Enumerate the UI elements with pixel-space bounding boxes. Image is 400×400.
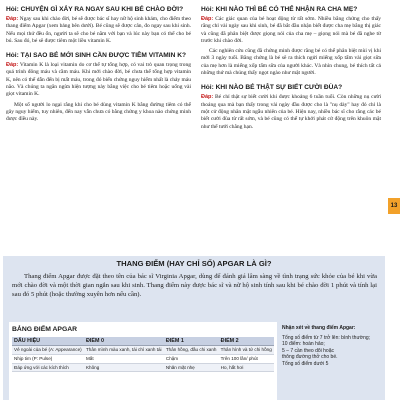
- question-label: Hỏi:: [201, 6, 214, 13]
- side-note-title: Nhận xét về thang điểm Apgar:: [282, 325, 356, 331]
- answer-label: Đáp:: [6, 62, 19, 69]
- table-cell: Mất: [84, 354, 164, 363]
- question-heading: [6, 52, 191, 60]
- body-paragraph: Các nghiên cứu cũng đã chứng minh được rằng bé có thể phân biệt mùi vị khi mới 3 ngày tuổi. Bằng chứng là bé sẽ ra thích ngửi miếng xốp tẩm vài giọt sữa của mẹ hơn là miếng xốp tẩm sữa của người khác. Và nhìn chung, bé thích tất cả những thứ mà chúng thấy ngọt ngào như mật người.: [201, 48, 381, 77]
- table-cell: Nhịp tim (P: Pulse): [12, 354, 84, 363]
- answer-text: Bé chỉ thật sự biết cười khi được khoảng 6 tuần tuổi. Còn những nụ cười thoáng qua mà bạn thấy trong vài ngày đầu được cho là "nụ dày" hay đó chỉ là một cử động nhăn mặt ngẫu nhiên của bé. Hiện nay, nhiều bác sĩ cho rằng các bé biết cười đùa từ rất sớm, và bé cũng có thể tự khởi phát cử động trên khuôn mặt như thể tưới chẳng hạn.: [201, 94, 381, 130]
- apgar-table-title: BẢNG ĐIỂM APGAR: [12, 326, 78, 333]
- header-cell: ĐIỂM 2: [219, 337, 274, 346]
- question-text: KHI NÀO BÉ THẬT SỰ BIẾT CƯỜI ĐÙA?: [215, 84, 343, 92]
- apgar-table-header: [12, 337, 274, 346]
- question-label: Hỏi:: [201, 84, 214, 92]
- answer-paragraph: [6, 16, 191, 45]
- page-number-tab: 13: [388, 198, 400, 214]
- right-column: [201, 6, 381, 134]
- apgar-side-note: [282, 325, 382, 368]
- apgar-table-box: [9, 322, 277, 400]
- header-cell: ĐIỂM 0: [84, 337, 164, 346]
- table-row: [12, 363, 274, 372]
- table-cell: Chậm: [164, 354, 219, 363]
- answer-paragraph: [6, 62, 191, 98]
- side-note-line: Tổng số điểm từ 7 trở lên: bình thường;: [282, 334, 371, 341]
- table-cell: Thân hồng, đầu chi xanh: [164, 346, 219, 355]
- left-column: [6, 6, 191, 127]
- apgar-table: [12, 337, 274, 372]
- table-cell: Trên 100 lần/ phút: [219, 354, 274, 363]
- table-cell: Vẻ ngoài của bé (A: Appearance): [12, 346, 84, 355]
- header-cell: DẤU HIỆU: [12, 337, 84, 346]
- side-note-line: Tổng số điểm dưới 5: [282, 360, 329, 367]
- side-note-line: thông đường thở cho bé.: [282, 354, 338, 361]
- answer-label: Đáp:: [201, 16, 214, 22]
- header-cell: ĐIỂM 1: [164, 337, 219, 346]
- table-cell: Thân mình màu xanh, tái chì xanh tái: [84, 346, 164, 355]
- answer-label: Đáp:: [6, 16, 19, 22]
- body-paragraph: Một số người lo ngại rằng khi cho bé dùng vitamin K bằng đường tiêm có thể gây nguy hiểm, tuy nhiên, đến nay vẫn chưa có bằng chứng y khoa nào chứng minh được điều này.: [6, 101, 191, 123]
- answer-paragraph: [201, 94, 381, 130]
- side-note-line: 10 điểm: hoàn hảo;: [282, 341, 325, 348]
- answer-paragraph: [201, 16, 381, 45]
- question-label: Hỏi:: [6, 52, 19, 60]
- apgar-intro: Thang điểm Apgar được đặt theo tên của bác sĩ Virginia Apgar, dùng để đánh giá lâm sàng về tình trạng sức khỏe của bé khi vừa mới chào đời và một thời gian ngắn sau khi sinh. Thang điểm này được bác sĩ và nữ hộ sinh tính sau khi bé chào đời 1 phút và tính lại sau đó 5 phút (hoặc thường xuyên hơn nếu cần).: [12, 273, 377, 298]
- side-note-line: 5 – 7 cần theo dõi hoặc: [282, 347, 334, 354]
- answer-text: Vitamin K là loại vitamin do cơ thể tự tổng hợp, có vai trò quan trọng trong quá trình đông máu và cầm máu. Khi mới chào đời, bé chưa thể tổng hợp vitamin K, nên có thể dẫn đến bị mất máu, trong đó biến chứng nguy hiểm nhất là chảy máu não. Và chúng ta ngăn ngừa hiện tượng này bằng việc cho bé tiêm hoặc uống vài giọt vitamin K.: [6, 62, 191, 98]
- question-text: KHI NÀO THÌ BÉ CÓ THỂ NHẬN RA CHA MẸ?: [215, 6, 358, 13]
- table-cell: Nhăn mặt nhẹ: [164, 363, 219, 372]
- question-label: Hỏi:: [6, 6, 19, 13]
- question-text: TẠI SAO BÉ MỚI SINH CẦN ĐƯỢC TIÊM VITAMIN K?: [20, 52, 186, 60]
- answer-text: Các giác quan của bé hoạt động từ rất sớm. Nhiều bằng chứng cho thấy rằng chỉ vài ngày sau khi sinh, bé đã bắt đầu nhận biết được cha mẹ bằng thị giác và cũng đã phân biệt được giọng nói của cha mẹ – giọng nói mà bé đã nghe từ trước khi chào đời.: [201, 16, 382, 44]
- table-cell: Ho, hắt hơi: [219, 363, 274, 372]
- apgar-title: THANG ĐIỂM (HAY CHỈ SỐ) APGAR LÀ GÌ?: [116, 259, 272, 268]
- question-heading: [201, 6, 381, 14]
- question-text: CHUYỆN GÌ XẢY RA NGAY SAU KHI BÉ CHÀO ĐỜI?: [20, 6, 184, 13]
- table-row: [12, 346, 274, 355]
- answer-label: Đáp:: [201, 94, 214, 101]
- table-cell: Không: [84, 363, 164, 372]
- answer-text: Ngay sau khi chào đời, bé sẽ được bác sĩ hay nữ hộ sinh khám, cho điểm theo thang điểm Apgar (xem bảng bên dưới). Bé cũng sẽ được cân, đo ngay sau khi sinh. Nếu mọi thứ đều ổn, người ta sẽ cho bé nằm với bạn và lúc này bạn có thể cho bé bú. Sau đó, bé sẽ được tiêm một liều vitamin K.: [6, 16, 192, 44]
- question-heading: [6, 6, 191, 14]
- table-row: [12, 354, 274, 363]
- question-heading: [201, 84, 381, 92]
- table-cell: Thân hình và tứ chi hồng: [219, 346, 274, 355]
- table-cell: Đáp ứng với các kích thích: [12, 363, 84, 372]
